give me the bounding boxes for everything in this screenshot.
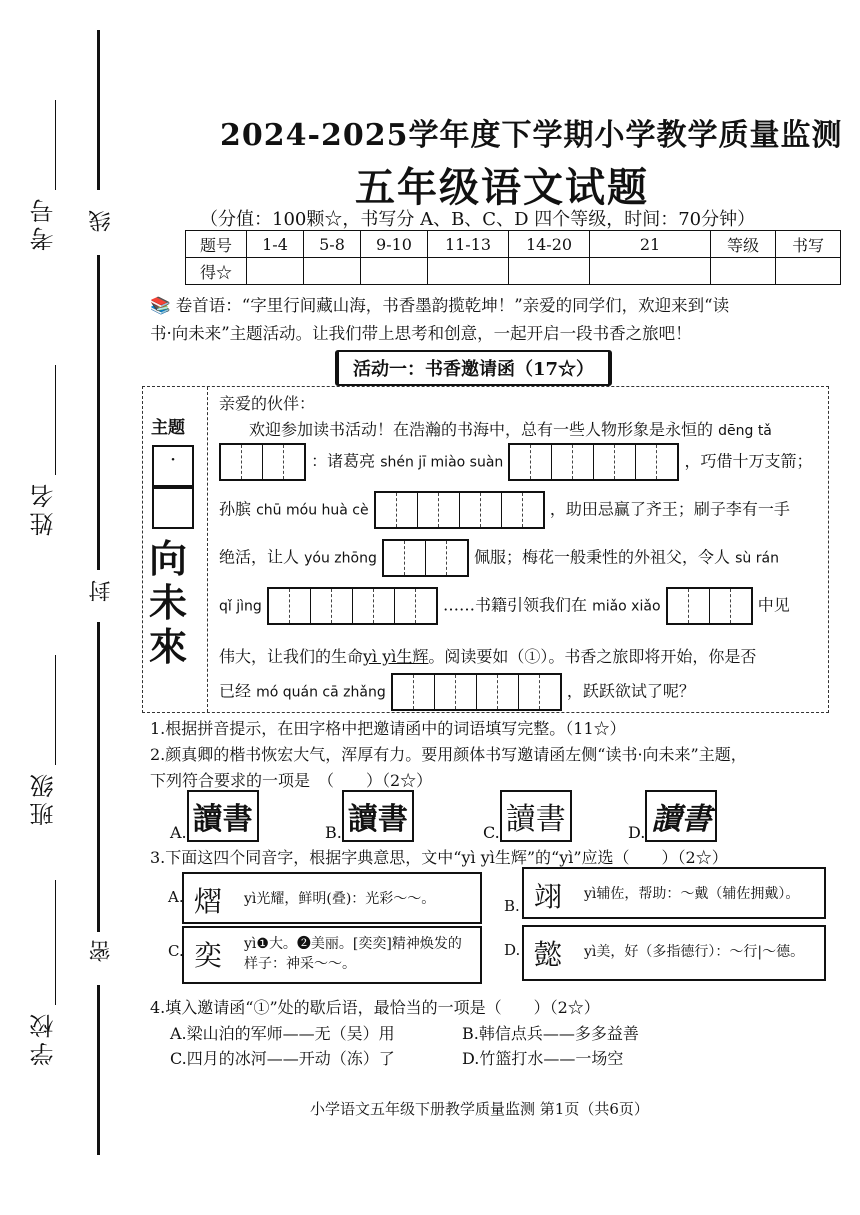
theme-char: 向 (149, 536, 188, 581)
score-cell[interactable] (361, 258, 428, 285)
invitation-letter (142, 386, 829, 713)
tianzige-grid[interactable] (666, 587, 753, 625)
q4-option-a[interactable]: A.梁山泊的军师——无（吴）用 (170, 1024, 395, 1043)
pinyin: mó quán cā zhǎng (256, 684, 386, 701)
score-cell[interactable] (590, 258, 711, 285)
q4-option-c[interactable]: C.四月的冰河——开动（冻）了 (170, 1049, 395, 1068)
question-1: 1.根据拼音提示，在田字格中把邀请函中的词语填写完整。（11☆） (150, 719, 626, 738)
pinyin: yóu zhōng (304, 550, 377, 567)
theme-box-2[interactable] (152, 487, 194, 529)
letter-line-2: ：诸葛亮 shén jī miào suàn ，巧借十万支箭； (219, 443, 812, 481)
letter-line-4: 绝活，让人 yóu zhōng 佩服；梅花一般秉性的外祖父，令人 sù rán (219, 539, 779, 577)
tianzige-grid[interactable] (267, 587, 438, 625)
q3-option-a[interactable]: A. 熠 yì光耀，鲜明(叠)：光彩～～。 (182, 872, 482, 924)
question-2-line-2: 下列符合要求的一项是 （ ）（2☆） (150, 771, 433, 790)
label-banji: 班级 (30, 770, 58, 826)
score-header-cell: 书写 (776, 231, 841, 258)
label-kaohao: 考号 (30, 195, 58, 251)
label-xuexiao: 学校 (30, 1010, 58, 1066)
tianzige-grid[interactable] (219, 443, 306, 481)
book-icon: 📚 (150, 296, 171, 315)
question-2-line-1: 2.颜真卿的楷书恢宏大气，浑厚有力。要用颜体书写邀请函左侧“读书·向未来”主题， (150, 745, 747, 764)
exam-info: （分值：100颗☆，书写分 A、B、C、D 四个等级，时间：70分钟） (200, 209, 756, 230)
pinyin: miǎo xiǎo (592, 598, 661, 615)
score-header-cell: 9-10 (361, 231, 428, 258)
binding-line-top (97, 30, 100, 190)
letter-line-3: 孙膑 chū móu huà cè ，助田忌赢了齐王；刷子李有一手 (219, 491, 790, 529)
theme-label: 主题 (151, 418, 185, 438)
pinyin: qǐ jìng (219, 598, 262, 615)
preface (150, 292, 840, 348)
pinyin: dēng tǎ (718, 423, 772, 439)
q2-option-d[interactable]: D. 讀書 (628, 790, 717, 842)
letter-line-6: 伟大，让我们的生命yì yì生辉。阅读要如（①）。书香之旅即将开始，你是否 (219, 647, 757, 666)
letter-line-7: 已经 mó quán cā zhǎng ，跃跃欲试了呢？ (219, 673, 695, 711)
binding-line-2 (97, 255, 100, 570)
q2-option-a[interactable]: A. 讀書 (170, 790, 259, 842)
field-xingming[interactable] (55, 365, 56, 475)
q3-option-d[interactable]: D. 懿 yì美，好（多指德行）：～行|～德。 (522, 925, 826, 981)
score-cell[interactable] (247, 258, 304, 285)
tianzige-grid[interactable] (382, 539, 469, 577)
pinyin: shén jī miào suàn (380, 454, 504, 471)
q3-option-b[interactable]: B. 翊 yì辅佐，帮助：～戴（辅佐拥戴）。 (522, 867, 826, 919)
q4-option-d[interactable]: D.竹篮打水——一场空 (462, 1049, 624, 1068)
exam-subtitle: 五年级语文试题 (355, 164, 649, 211)
score-cell[interactable] (304, 258, 361, 285)
pinyin: sù rán (735, 550, 779, 567)
preface-line-2: 书·向未来”主题活动。让我们带上思考和创意，一起开启一段书香之旅吧！ (150, 324, 692, 343)
label-xingming: 姓名 (30, 480, 58, 536)
score-cell[interactable] (509, 258, 590, 285)
cut-mark-mi: 密 (86, 940, 117, 962)
cut-mark-xian: 线 (86, 210, 117, 232)
q4-option-b[interactable]: B.韩信点兵——多多益善 (462, 1024, 639, 1043)
binding-line-3 (97, 622, 100, 932)
pinyin: chū móu huà cè (256, 502, 369, 519)
question-4: 4.填入邀请函“①”处的歇后语，最恰当的一项是（ ）（2☆） (150, 998, 600, 1017)
q2-option-b[interactable]: B. 讀書 (325, 790, 414, 842)
cut-mark-feng: 封 (86, 580, 117, 602)
score-header-cell: 14-20 (509, 231, 590, 258)
score-cell[interactable] (776, 258, 841, 285)
score-header-cell: 21 (590, 231, 711, 258)
binding-margin (0, 0, 150, 1215)
tianzige-grid[interactable] (391, 673, 562, 711)
underlined-pinyin: yì yì生辉 (363, 647, 429, 666)
field-xuexiao[interactable] (55, 880, 56, 1005)
page-footer: 小学语文五年级下册教学质量监测 第1页（共6页） (310, 1100, 649, 1118)
score-cell[interactable] (428, 258, 509, 285)
score-table (185, 230, 841, 285)
binding-line-4 (97, 985, 100, 1155)
score-cell[interactable] (711, 258, 776, 285)
preface-line-1: 卷首语：“字里行间藏山海，书香墨韵揽乾坤！”亲爱的同学们，欢迎来到“读 (175, 296, 730, 315)
exam-title: 2024-2025学年度下学期小学教学质量监测 (220, 118, 843, 153)
score-header-cell: 5-8 (304, 231, 361, 258)
theme-char: 未 (149, 580, 188, 625)
question-3: 3.下面这四个同音字，根据字典意思，文中“yì yì生辉”的“yì”应选（ ）（2☆） (150, 848, 728, 867)
theme-column (143, 387, 208, 712)
q2-option-c[interactable]: C. 讀書 (483, 790, 572, 842)
theme-char: 來 (149, 624, 188, 669)
letter-line-5: qǐ jìng ……书籍引领我们在 miǎo xiǎo 中见 (219, 587, 790, 625)
tianzige-grid[interactable] (374, 491, 545, 529)
score-header-cell: 11-13 (428, 231, 509, 258)
score-header-cell: 等级 (711, 231, 776, 258)
score-header-cell: 题号 (186, 231, 247, 258)
q3-option-c[interactable]: C. 奕 yì❶大。❷美丽。[奕奕]精神焕发的样子：神采～～。 (182, 926, 482, 984)
score-row-label: 得☆ (186, 258, 247, 285)
field-banji[interactable] (55, 655, 56, 765)
field-kaohao[interactable] (55, 100, 56, 190)
activity-heading: 活动一：书香邀请函（17☆） (335, 350, 612, 386)
letter-greeting: 亲爱的伙伴： (219, 394, 316, 413)
tianzige-grid[interactable] (508, 443, 679, 481)
score-header-cell: 1-4 (247, 231, 304, 258)
theme-box-1[interactable]: · (152, 445, 194, 487)
letter-line-1: 欢迎参加读书活动！在浩瀚的书海中，总有一些人物形象是永恒的 dēng tǎ (249, 420, 772, 439)
